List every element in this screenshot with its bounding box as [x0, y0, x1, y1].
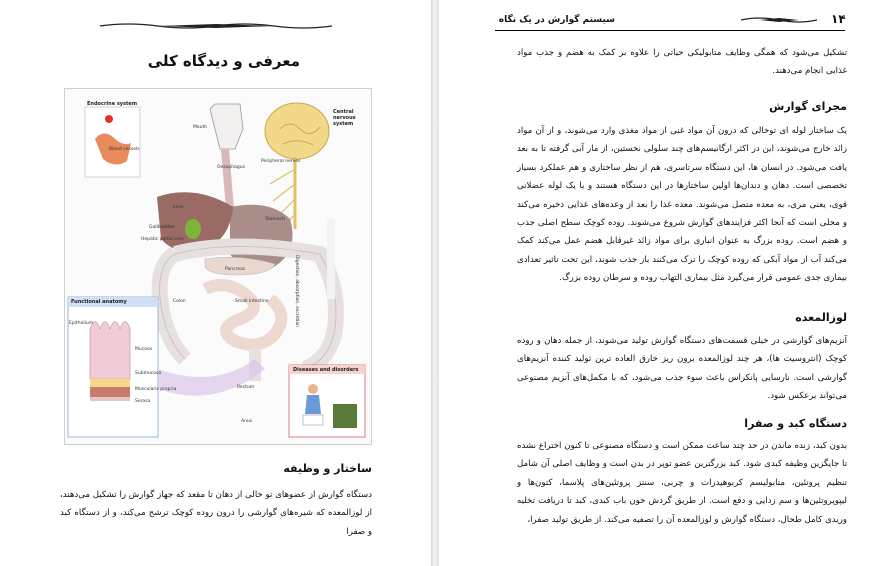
- label-side-text: Digestion, absorption, excretion: [294, 255, 299, 327]
- section-text-hepatobiliary: بدون کبد، زنده ماندن در حد چند ساعت ممکن است و دستگاه مصنوعی تا کنون اختراع نشده تا جایگزین وظیفه کبدی شود. کبد بزرگترین عضو توپر در بدن است و وظایف اصلی آن شامل تنظیم پروتئین، متابولیسم کربوهیدرات و چربی، سنتز پروتئین‌های پلاسما، کتون‌ها و لیپوپروتئین‌ها و سم زدایی و دفع است. از طریق گردش خون باب کبدی، کبد تا دریافت تخلیه وریدی کامل طحال، دستگاه گوارش و لوزالمعده آن را تصفیه می‌کند. از طریق تولید صفرا،: [517, 441, 847, 525]
- label-functional-anatomy: Functional anatomy: [71, 299, 127, 305]
- label-submucosa: Submucosa: [135, 371, 162, 376]
- label-endocrine: Endocrine system: [87, 101, 138, 107]
- label-hepatic-portal: Hepatic portal vein: [141, 237, 184, 242]
- label-serosa: Serosa: [135, 399, 151, 404]
- label-diseases: Diseases and disorders: [293, 367, 359, 373]
- right-page: [439, 0, 870, 566]
- section-title-pancreas: لوزالمعده: [795, 311, 847, 324]
- anatomy-illustration: [65, 89, 371, 444]
- chapter-title: معرفی و دیدگاه کلی: [147, 52, 300, 70]
- label-rectum: Rectum: [237, 385, 255, 390]
- book-gutter: [431, 0, 439, 566]
- left-page: [0, 0, 431, 566]
- label-pancreas: Pancreas: [225, 267, 246, 272]
- label-stomach: Stomach: [265, 217, 285, 222]
- section-text-pancreas: آنزیم‌های گوارشی در خیلی قسمت‌های دستگاه گوارش تولید می‌شوند، از جمله دهان و روده کوچک (انتروسیت ها)، هر چند لوزالمعده برون ریز خارق العاده ترین تولید کننده آنزیم‌های گوارشی است. نارسایی پانکراس باعث سوء جذب می‌شود، که با مکمل‌های آنزیم مصنوعی می‌تواند برعکس شود.: [517, 336, 847, 402]
- label-small-intestine: Small intestine: [235, 299, 269, 304]
- label-colon: Colon: [173, 299, 186, 304]
- label-mouth: Mouth: [193, 125, 208, 130]
- label-mucosa: Mucosa: [135, 347, 153, 352]
- top-ornament-left: [98, 22, 334, 30]
- header-title: سیستم گوارش در یک نگاه: [498, 15, 615, 25]
- page-number: ۱۴: [831, 12, 846, 26]
- section-title-tract: مجرای گوارش: [769, 100, 847, 113]
- section-title-structure: ساختار و وظیفه: [283, 462, 372, 475]
- header-rule: [495, 30, 845, 31]
- label-muscularis: Muscularis propria: [135, 387, 177, 392]
- label-peripheral-nerves: Peripheral nerves: [261, 159, 301, 164]
- header-ornament: [739, 16, 819, 24]
- label-anus: Anus: [241, 419, 253, 424]
- digestive-system-figure: [64, 88, 372, 445]
- intro-text: تشکیل می‌شود که همگی وظایف متابولیکی حیاتی را علاوه بر کمک به هضم و جذب مواد غذایی انجام می‌دهند.: [517, 48, 847, 77]
- label-liver: Liver: [173, 205, 185, 210]
- label-oesophagus: Oesophagus: [217, 165, 245, 170]
- label-blood-vessels: Blood vessels: [109, 147, 140, 152]
- label-gallbladder: Gallbladder: [149, 225, 175, 230]
- section-text-tract: یک ساختار لوله ای توخالی که درون آن مواد غنی از مواد مغذی وارد می‌شوند، و از آن مواد زائد خارج می‌شوند، این در اکثر ارگانیسم‌های چند سلولی نخستین، از مار آبی گرفته تا به بعد یافت می‌شود. در انسان ها، این دستگاه سرتاسری، هم از نظر ساختاری و هم عملکرد بسیار تخصصی است. دهان و دندان‌ها اولین ساختارها در این دستگاه هستند و با یک لوله عضلانی قوی، یعنی مری، به معده متصل می‌شوند. معده غذا را بعد از وعده‌های غذایی ذخیره می‌کند و محلی است که آنجا اکثر فرایندهای گوارش شروع می‌شوند. روده کوچک سطح اصلی جذب و هضم است. روده بزرگ به عنوان انباری برای مواد زائد غیرقابل هضم عمل می‌کند کمک می‌کند آب از مواد آبکی که روده کوچک را ترک می‌کنند باز جذب شوند، این تحت تاثیر تعدادی بیماری جدی عمومی قرار می‌گیرد مثل بیماری التهاب روده و سرطان روده بزرگ.: [517, 126, 847, 284]
- label-epithelium: Epithelium: [69, 321, 94, 326]
- section-text-structure: دستگاه گوارش از عضوهای تو خالی از دهان تا مقعد که جهاز گوارش را تشکیل می‌دهند، از لوزالمعده که شیره‌های گوارشی را درون روده کوچک ترشح می‌کند، و از دستگاه کبد و صفرا: [60, 490, 372, 537]
- label-central-nervous: Central nervous system: [333, 109, 356, 127]
- section-title-hepatobiliary: دستگاه کبد و صفرا: [744, 417, 847, 430]
